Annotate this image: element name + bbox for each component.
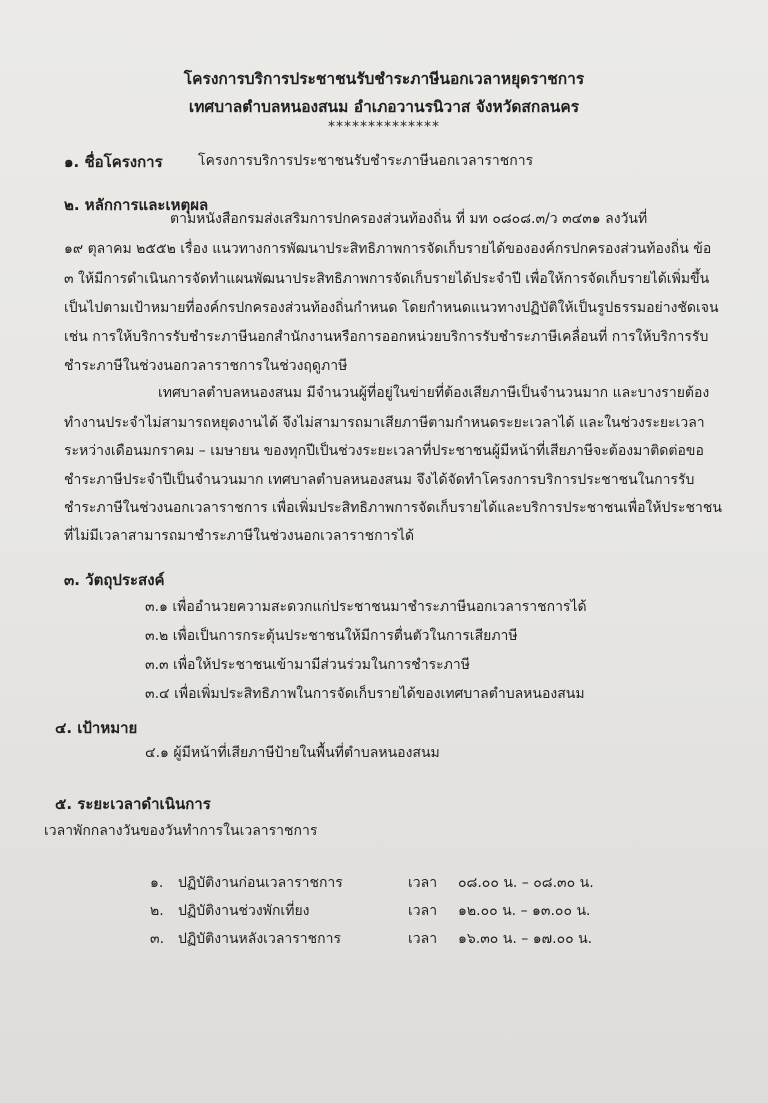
- section-2-line: ๓ ให้มีการดำเนินการจัดทำแผนพัฒนาประสิทธิภาพการจัดเก็บรายได้ประจำปี เพื่อให้การจัดเก็บรายได้เพิ่มขึ้น: [64, 271, 710, 287]
- section-1-heading: ๑. ชื่อโครงการ: [64, 153, 163, 171]
- schedule-label: ปฏิบัติงานก่อนเวลาราชการ: [178, 875, 343, 891]
- objective-item: ๓.๔ เพื่อเพิ่มประสิทธิภาพในการจัดเก็บรายได้ของเทศบาลตำบลหนองสนม: [145, 686, 585, 702]
- section-3-heading: ๓. วัตถุประสงค์: [64, 571, 165, 589]
- section-2-line: ชำระภาษีประจำปีเป็นจำนวนมาก เทศบาลตำบลหนองสนม จึงได้จัดทำโครงการบริการประชาชนในการรับ: [64, 472, 695, 488]
- section-2-heading: ๒. หลักการและเหตุผล: [64, 196, 209, 214]
- title-separator: **************: [328, 119, 440, 135]
- section-2-line: ตามหนังสือกรมส่งเสริมการปกครองส่วนท้องถิ่น ที่ มท ๐๘๐๘.๓/ว ๓๔๓๑ ลงวันที่: [170, 211, 648, 227]
- section-2-line: ๑๙ ตุลาคม ๒๕๕๒ เรื่อง แนวทางการพัฒนาประสิทธิภาพการจัดเก็บรายได้ขององค์กรปกครองส่วนท้องถิ่น ข้อ: [64, 241, 712, 257]
- schedule-label: ปฏิบัติงานหลังเวลาราชการ: [178, 931, 342, 947]
- schedule-time-word: เวลา: [408, 875, 438, 891]
- section-2-line: ชำระภาษีในช่วงนอกวลาราชการในช่วงฤดูภาษี: [64, 358, 348, 374]
- section-2-line: เป็นไปตามเป้าหมายที่องค์กรปกครองส่วนท้องถิ่นกำหนด โดยกำหนดแนวทางปฏิบัติให้เป็นรูปธรรมอย่างชัดเจน: [64, 300, 719, 316]
- schedule-time: ๑๖.๓๐ น. – ๑๗.๐๐ น.: [458, 931, 593, 947]
- schedule-num: ๑.: [150, 875, 164, 891]
- schedule-row: [150, 872, 163, 894]
- schedule-time: ๑๒.๐๐ น. – ๑๓.๐๐ น.: [458, 903, 591, 919]
- section-2-line: เทศบาลตำบลหนองสนม มีจำนวนผู้ที่อยู่ในข่ายที่ต้องเสียภาษีเป็นจำนวนมาก และบางรายต้อง: [158, 385, 710, 401]
- schedule-num: ๒.: [150, 903, 164, 919]
- schedule-num: ๓.: [150, 931, 165, 947]
- objective-item: ๓.๓ เพื่อให้ประชาชนเข้ามามีส่วนร่วมในการชำระภาษี: [145, 657, 470, 673]
- schedule-time: ๐๘.๐๐ น. – ๐๘.๓๐ น.: [458, 875, 594, 891]
- section-2-line: เช่น การให้บริการรับชำระภาษีนอกสำนักงานหรือการออกหน่วยบริการรับชำระภาษีเคลื่อนที่ การให้บริการรับ: [64, 329, 709, 345]
- section-4-heading: ๔. เป้าหมาย: [55, 719, 138, 737]
- document-subtitle: เทศบาลตำบลหนองสนม อำเภอวานรนิวาส จังหวัดสกลนคร: [188, 98, 580, 116]
- section-5-heading: ๕. ระยะเวลาดำเนินการ: [55, 795, 211, 813]
- section-2-line: ทำงานประจำไม่สามารถหยุดงานได้ จึงไม่สามารถมาเสียภาษีตามกำหนดระยะเวลาได้ และในช่วงระยะเวลา: [64, 415, 705, 431]
- schedule-time-word: เวลา: [408, 931, 438, 947]
- schedule-row: [150, 928, 164, 950]
- section-1-text: โครงการบริการประชาชนรับชำระภาษีนอกเวลาราชการ: [198, 153, 534, 169]
- objective-item: ๓.๑ เพื่ออำนวยความสะดวกแก่ประชาชนมาชำระภาษีนอกเวลาราชการได้: [145, 599, 587, 615]
- document-title: โครงการบริการประชาชนรับชำระภาษีนอกเวลาหยุดราชการ: [183, 70, 585, 88]
- target-item: ๔.๑ ผู้มีหน้าที่เสียภาษีป้ายในพื้นที่ตำบลหนองสนม: [145, 745, 440, 761]
- section-2-line: ระหว่างเดือนมกราคม – เมษายน ของทุกปีเป็นช่วงระยะเวลาที่ประชาชนผู้มีหน้าที่เสียภาษีจะต้องมาติดต่อขอ: [64, 443, 704, 459]
- section-2-line: ชำระภาษีในช่วงนอกเวลาราชการ เพื่อเพิ่มประสิทธิภาพการจัดเก็บรายได้และบริการประชาชนเพื่อให้ประชาชน: [64, 500, 722, 516]
- schedule-row: [150, 900, 164, 922]
- schedule-label: ปฏิบัติงานช่วงพักเที่ยง: [178, 903, 310, 919]
- schedule-intro: เวลาพักกลางวันของวันทำการในเวลาราชการ: [44, 823, 318, 839]
- objective-item: ๓.๒ เพื่อเป็นการกระตุ้นประชาชนให้มีการตื่นตัวในการเสียภาษี: [145, 628, 518, 644]
- section-2-line: ที่ไม่มีเวลาสามารถมาชำระภาษีในช่วงนอกเวลาราชการได้: [64, 528, 415, 544]
- schedule-time-word: เวลา: [408, 903, 438, 919]
